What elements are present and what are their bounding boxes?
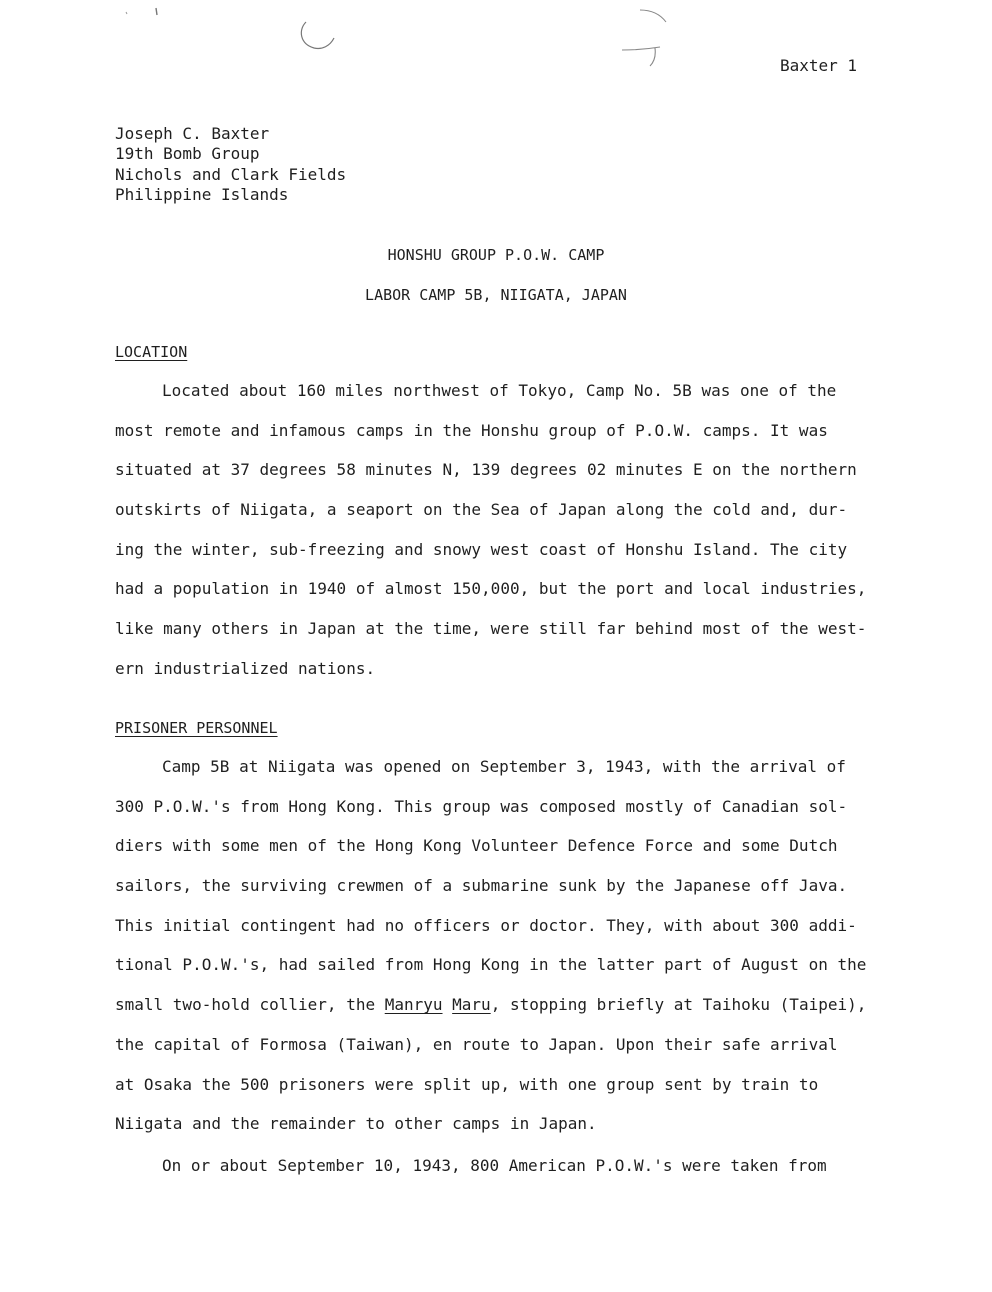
text-line: the capital of Formosa (Taiwan), en route to Japan. Upon their safe arrival [115,1034,838,1054]
text-line: sailors, the surviving crewmen of a submarine sunk by the Japanese off Java. [115,876,848,896]
page-number: Baxter 1 [780,56,858,75]
author-location: Nichols and Clark Fields [115,164,347,184]
text-line: 300 P.O.W.'s from Hong Kong. This group was composed mostly of Canadian sol- [115,796,848,816]
text-line: outskirts of Niigata, a seaport on the Sea of Japan along the cold and, dur- [115,500,848,520]
document-title: HONSHU GROUP P.O.W. CAMP [387,246,605,264]
text-fragment: , stopping briefly at Taihoku (Taipei), [490,995,867,1015]
text-line: situated at 37 degrees 58 minutes N, 139 degrees 02 minutes E on the northern [115,460,857,480]
paragraph-location [115,381,895,699]
text-line: most remote and infamous camps in the Honshu group of P.O.W. camps. It was [115,420,828,440]
text-line: Niigata and the remainder to other camps in Japan. [115,1114,597,1134]
text-line: at Osaka the 500 prisoners were split up, with one group sent by train to [115,1074,819,1094]
text-line-ship [115,995,895,1035]
document-subtitle: LABOR CAMP 5B, NIIGATA, JAPAN [365,286,627,304]
section-heading-location: LOCATION [115,343,188,361]
section-heading-prisoner-personnel: PRISONER PERSONNEL [115,719,278,737]
paragraph-continuation [115,1156,895,1196]
text-line: On or about September 10, 1943, 800 American P.O.W.'s were taken from [162,1156,827,1175]
text-fragment: small two-hold collier, the [115,995,385,1015]
paragraph-prisoner-personnel [115,757,895,1154]
ship-name-word: Manryu [384,995,443,1015]
text-line: Located about 160 miles northwest of Tokyo, Camp No. 5B was one of the [162,381,837,400]
text-line: Camp 5B at Niigata was opened on September 3, 1943, with the arrival of [162,757,846,776]
text-line: like many others in Japan at the time, were still far behind most of the west- [115,619,867,639]
text-line: This initial contingent had no officers or doctor. They, with about 300 addi- [115,915,857,935]
text-line: tional P.O.W.'s, had sailed from Hong Kong in the latter part of August on the [115,955,867,975]
author-unit: 19th Bomb Group [115,144,260,164]
ship-name-word: Maru [452,995,491,1015]
author-region: Philippine Islands [115,184,289,204]
text-line: had a population in 1940 of almost 150,000, but the port and local industries, [115,579,867,599]
author-name: Joseph C. Baxter [115,124,270,143]
text-line: diers with some men of the Hong Kong Volunteer Defence Force and some Dutch [115,836,838,856]
author-block [115,124,346,205]
text-line: ing the winter, sub-freezing and snowy west coast of Honshu Island. The city [115,539,848,559]
text-line: ern industrialized nations. [115,658,376,678]
